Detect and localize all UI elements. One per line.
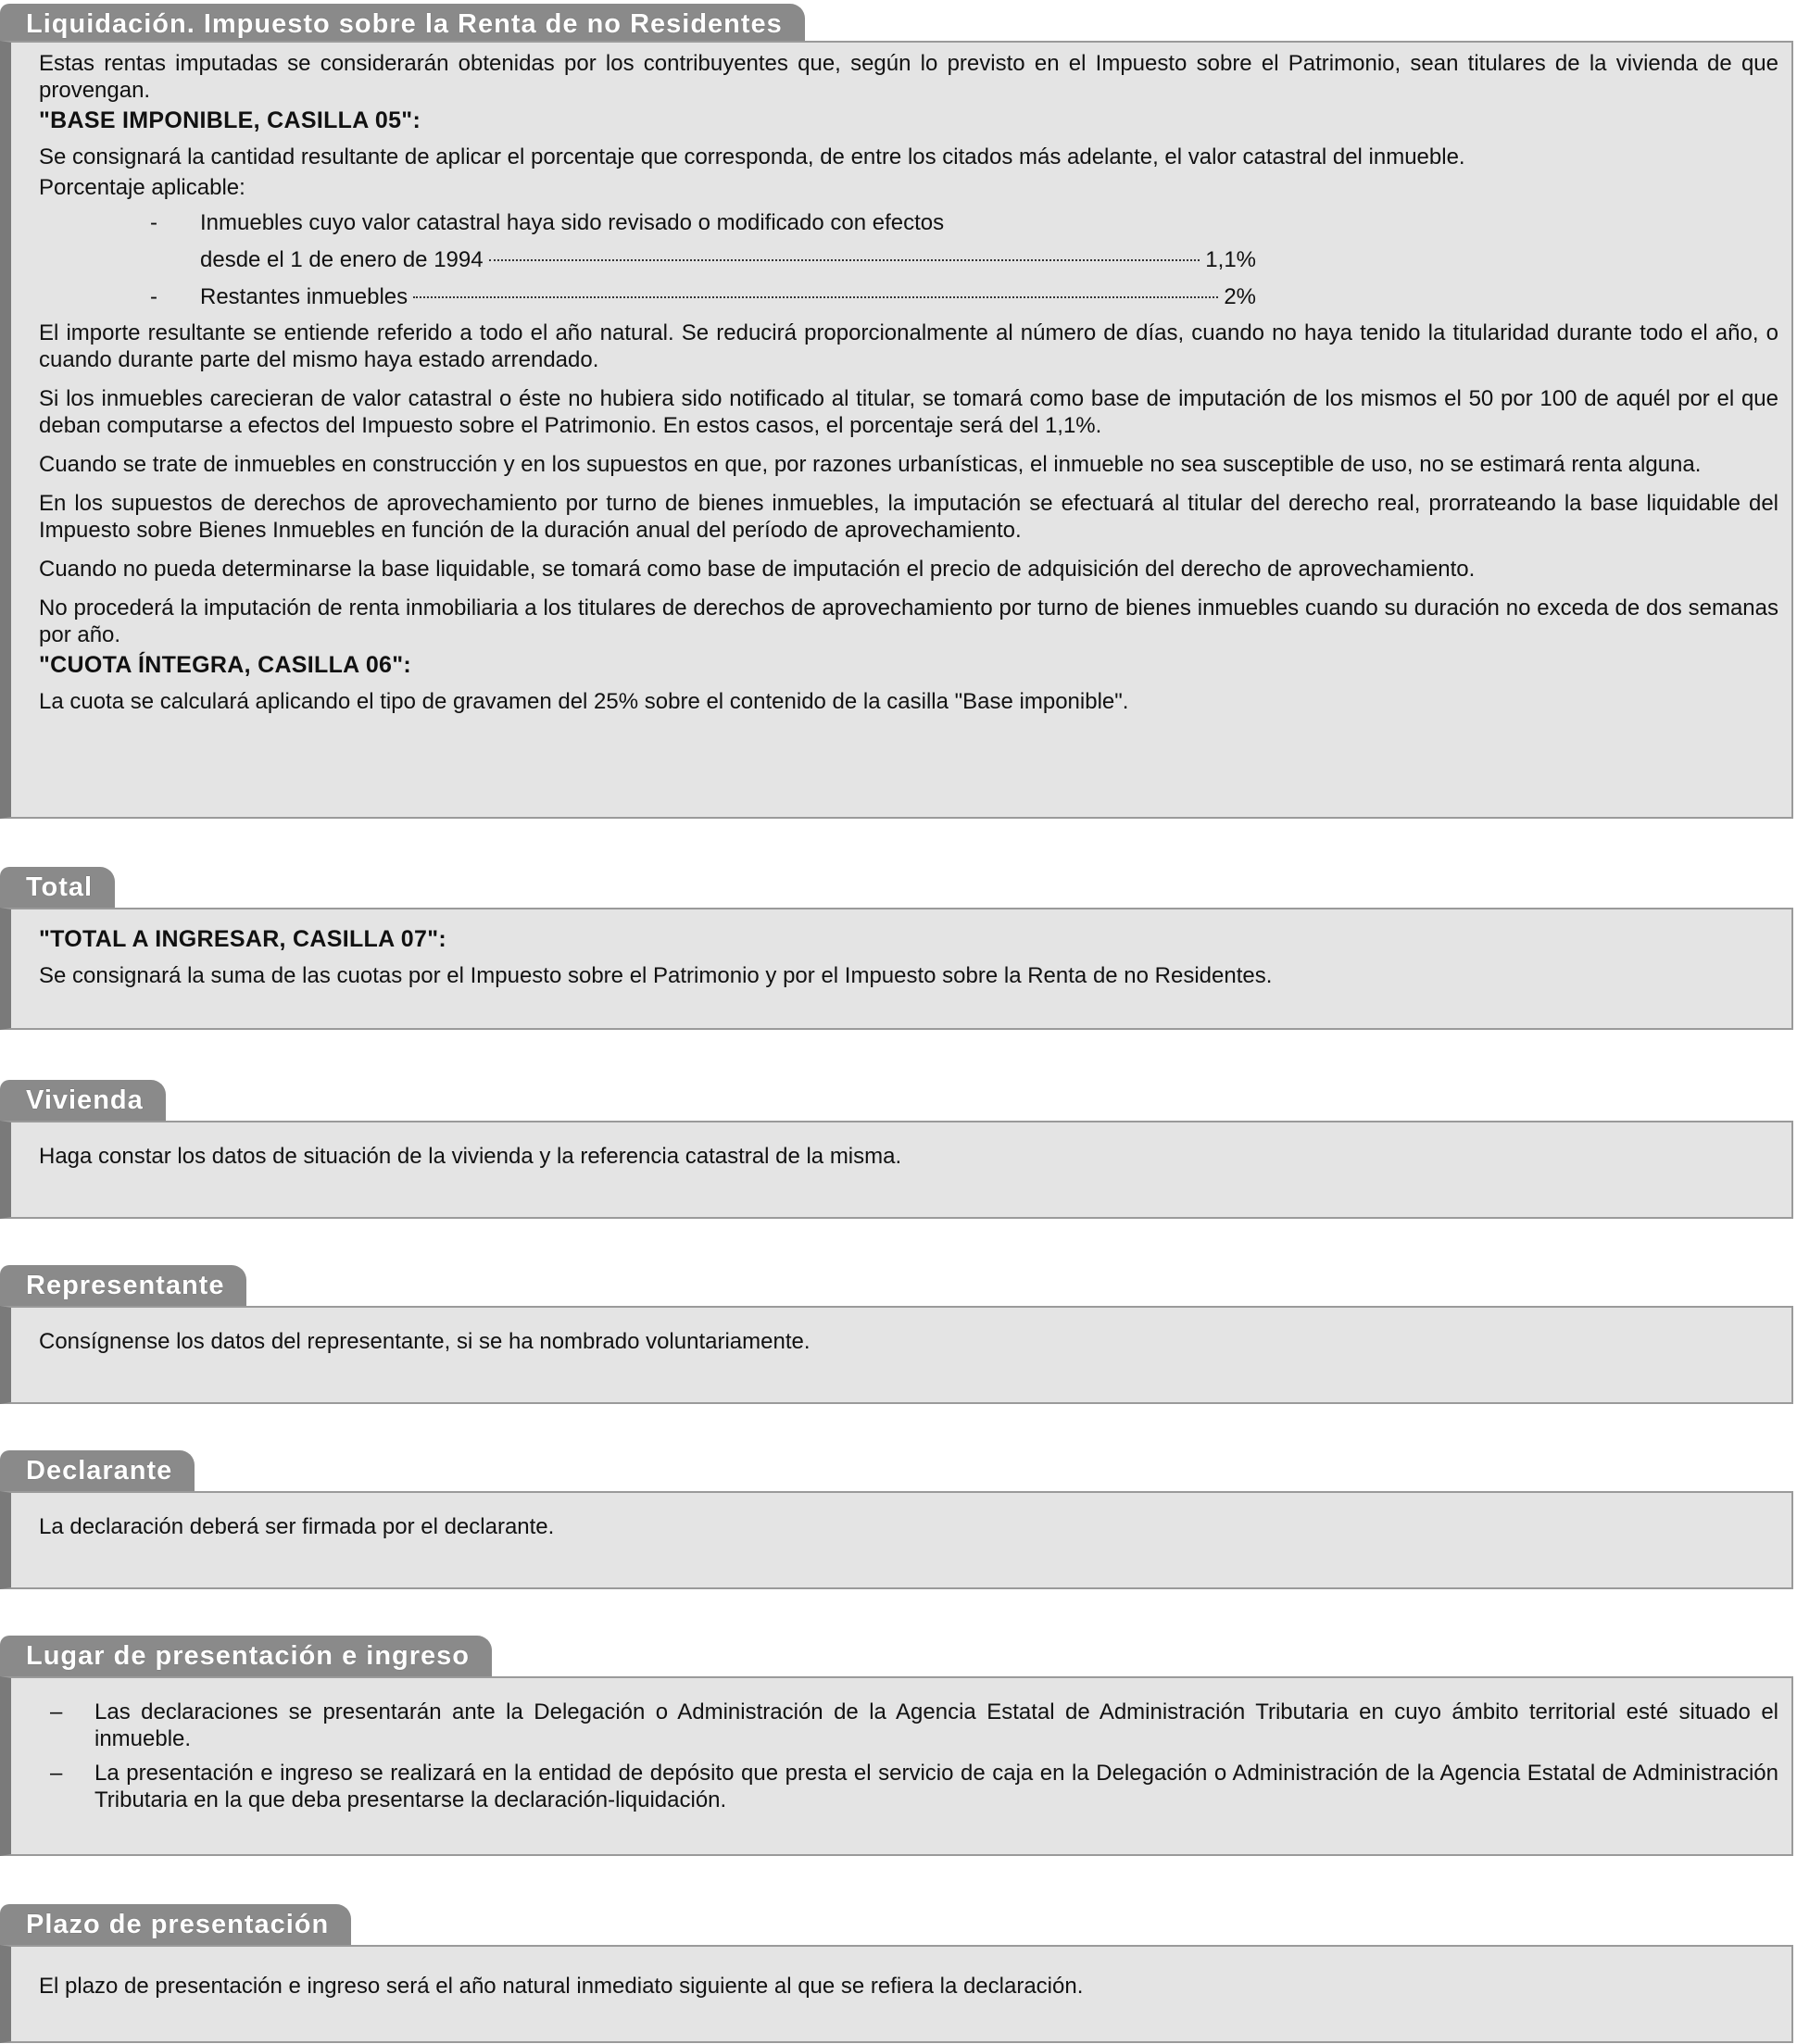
total-heading: "TOTAL A INGRESAR, CASILLA 07": <box>39 926 446 952</box>
item-value: 2% <box>1224 284 1256 309</box>
representante-text: Consígnense los datos del representante, si se ha nombrado voluntariamente. <box>39 1329 811 1354</box>
section-box-representante <box>0 1306 1793 1404</box>
bullet-text: Las declaraciones se presentarán ante la Delegación o Administración de la Agencia Estatal de Administración Tributaria en cuyo ámbito territorial esté situado el inmueble. <box>94 1699 1778 1751</box>
percentage-item <box>39 205 1778 242</box>
intro-paragraph: Estas rentas imputadas se considerarán obtenidas por los contribuyentes que, según lo previsto en el Impuesto sobre el Patrimonio, sean titulares de la vivienda de que provengan. <box>39 51 1778 103</box>
section-vivienda <box>0 1080 1797 1219</box>
percentage-item-cont <box>39 242 1778 279</box>
body-paragraph: En los supuestos de derechos de aprovechamiento por turno de bienes inmuebles, la imputación se efectuará al titular del derecho real, prorrateando la base liquidable del Impuesto sobre Bienes Inmuebles en función de la duración anual del período de aprovechamiento. <box>39 491 1778 543</box>
item-dash: - <box>150 284 157 309</box>
plazo-text: El plazo de presentación e ingreso será el año natural inmediato siguiente al que se refiera la declaración. <box>39 1974 1084 1999</box>
bullet-dash: – <box>50 1699 63 1724</box>
body-paragraph: El importe resultante se entiende referido a todo el año natural. Se reducirá proporcionalmente al número de días, cuando no haya tenido la titularidad durante todo el año, o cuando durante parte del mismo haya estado arrendado. <box>39 320 1778 372</box>
section-title-declarante: Declarante <box>0 1450 195 1491</box>
section-box-vivienda <box>0 1121 1793 1219</box>
body-paragraph: Si los inmuebles carecieran de valor catastral o éste no hubiera sido notificado al titular, se tomará como base de imputación de los mismos el 50 por 100 de aquél por el que deban computarse a efectos del Impuesto sobre el Patrimonio. En estos casos, el porcentaje será del 1,1%. <box>39 386 1778 438</box>
section-title-plazo: Plazo de presentación <box>0 1904 351 1945</box>
section-title-liquidacion: Liquidación. Impuesto sobre la Renta de no Residentes <box>0 4 805 44</box>
list-item <box>39 1760 1778 1813</box>
leader-line <box>200 279 1256 316</box>
base-imponible-text: Se consignará la cantidad resultante de aplicar el porcentaje que corresponda, de entre los citados más adelante, el valor catastral del inmueble. <box>39 144 1465 169</box>
item-text: Inmuebles cuyo valor catastral haya sido revisado o modificado con efectos <box>200 210 945 235</box>
section-box-declarante <box>0 1491 1793 1589</box>
dot-leader <box>413 296 1218 298</box>
section-box-lugar <box>0 1676 1793 1856</box>
total-text: Se consignará la suma de las cuotas por el Impuesto sobre el Patrimonio y por el Impuesto sobre la Renta de no Residentes. <box>39 963 1273 988</box>
cuota-integra-text: La cuota se calculará aplicando el tipo de gravamen del 25% sobre el contenido de la casilla "Base imponible". <box>39 689 1129 714</box>
bullet-dash: – <box>50 1761 63 1786</box>
item-text: desde el 1 de enero de 1994 <box>200 247 484 272</box>
body-paragraph: Cuando se trate de inmuebles en construcción y en los supuestos en que, por razones urbanísticas, el inmueble no sea susceptible de uso, no se estimará renta alguna. <box>39 452 1702 477</box>
section-box-total <box>0 908 1793 1030</box>
dot-leader <box>489 259 1200 261</box>
section-title-representante: Representante <box>0 1265 246 1306</box>
section-declarante <box>0 1450 1797 1589</box>
section-liquidacion <box>0 4 1797 819</box>
section-box-plazo <box>0 1945 1793 2043</box>
body-paragraph: Cuando no pueda determinarse la base liquidable, se tomará como base de imputación el precio de adquisición del derecho de aprovechamiento. <box>39 557 1476 582</box>
section-representante <box>0 1265 1797 1404</box>
body-paragraph: No procederá la imputación de renta inmobiliaria a los titulares de derechos de aprovechamiento por turno de bienes inmuebles cuando su duración no exceda de dos semanas por año. <box>39 596 1778 647</box>
leader-line <box>200 242 1256 279</box>
base-imponible-heading: "BASE IMPONIBLE, CASILLA 05": <box>39 107 421 133</box>
item-text: Restantes inmuebles <box>200 284 408 309</box>
section-plazo <box>0 1904 1797 2043</box>
declarante-text: La declaración deberá ser firmada por el declarante. <box>39 1514 555 1539</box>
section-lugar <box>0 1636 1797 1858</box>
bullet-text: La presentación e ingreso se realizará en la entidad de depósito que presta el servicio de caja en la Delegación o Administración de la Agencia Estatal de Administración Tributaria en la que deba presentarse la declaración-liquidación. <box>94 1761 1778 1812</box>
item-value: 1,1% <box>1205 247 1256 272</box>
vivienda-text: Haga constar los datos de situación de la vivienda y la referencia catastral de la misma. <box>39 1144 902 1169</box>
list-item <box>39 1699 1778 1752</box>
section-title-vivienda: Vivienda <box>0 1080 166 1121</box>
item-dash: - <box>150 210 157 235</box>
section-title-lugar: Lugar de presentación e ingreso <box>0 1636 492 1676</box>
section-total <box>0 867 1797 1034</box>
section-box-liquidacion <box>0 41 1793 819</box>
cuota-integra-heading: "CUOTA ÍNTEGRA, CASILLA 06": <box>39 652 412 678</box>
porcentaje-label: Porcentaje aplicable: <box>39 175 245 200</box>
section-title-total: Total <box>0 867 115 908</box>
percentage-item <box>39 279 1778 316</box>
